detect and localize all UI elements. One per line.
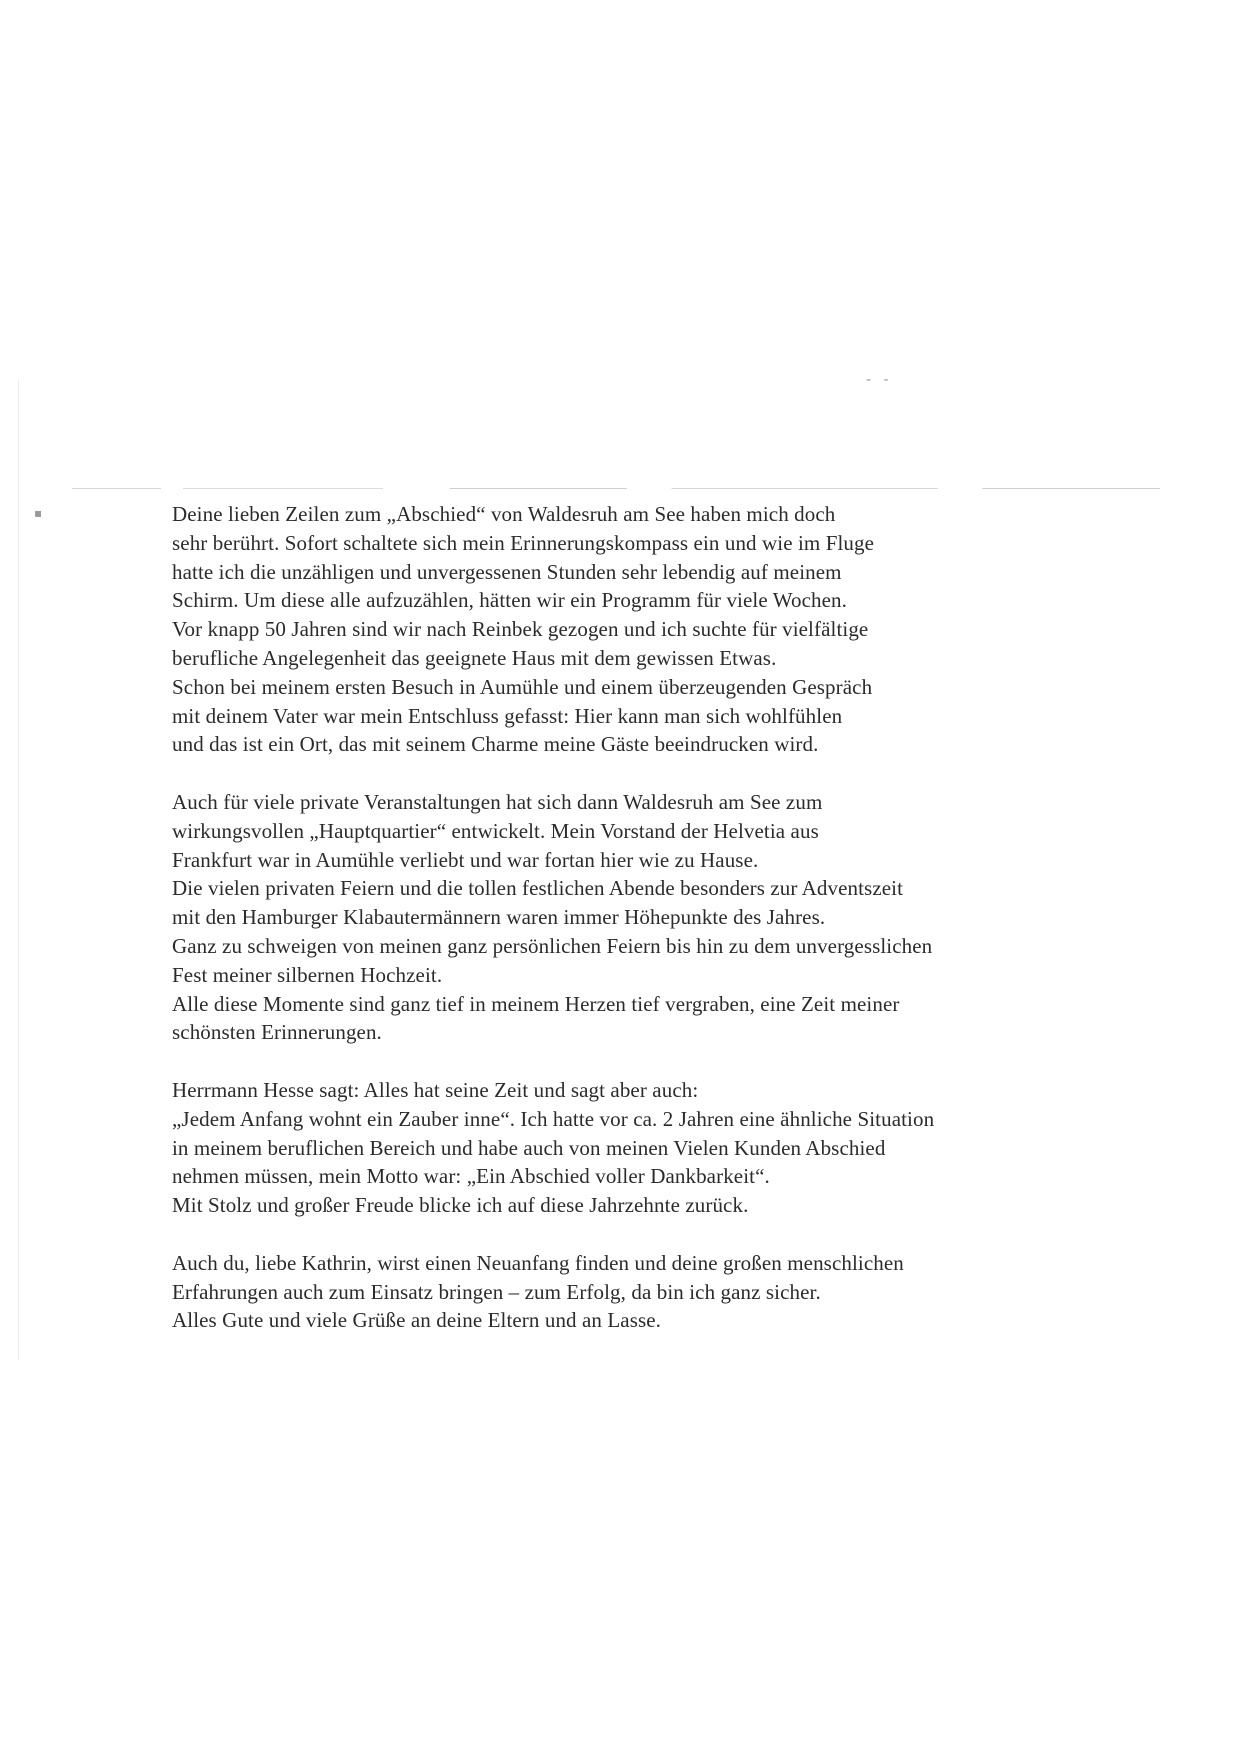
text-line: mit deinem Vater war mein Entschluss gefasst: Hier kann man sich wohlfühlen (172, 703, 843, 728)
text-line: Alle diese Momente sind ganz tief in meinem Herzen tief vergraben, eine Zeit meiner (172, 991, 900, 1016)
paragraph-1 (172, 500, 1092, 759)
text-line: Auch du, liebe Kathrin, wirst einen Neuanfang finden und deine großen menschlichen (172, 1250, 904, 1275)
text-line: Erfahrungen auch zum Einsatz bringen – zum Erfolg, da bin ich ganz sicher. (172, 1279, 821, 1304)
text-line: schönsten Erinnerungen. (172, 1020, 382, 1045)
scan-top-rule (50, 488, 1160, 489)
text-line: wirkungsvollen „Hauptquartier“ entwickelt. Mein Vorstand der Helvetia aus (172, 818, 819, 843)
text-line: Fest meiner silbernen Hochzeit. (172, 962, 443, 987)
scan-left-edge (18, 380, 19, 1360)
text-line: mit den Hamburger Klabautermännern waren immer Höhepunkte des Jahres. (172, 905, 826, 930)
paragraph-3 (172, 1076, 1092, 1220)
text-line: Herrmann Hesse sagt: Alles hat seine Zeit und sagt aber auch: (172, 1077, 699, 1102)
text-line: und das ist ein Ort, das mit seinem Charme meine Gäste beeindrucken wird. (172, 732, 819, 757)
text-line: Mit Stolz und großer Freude blicke ich auf diese Jahrzehnte zurück. (172, 1193, 749, 1218)
paragraph-4 (172, 1249, 1092, 1335)
text-line: Deine lieben Zeilen zum „Abschied“ von Waldesruh am See haben mich doch (172, 502, 836, 526)
letter-body (172, 500, 1092, 1364)
text-line: Die vielen privaten Feiern und die tollen festlichen Abende besonders zur Adventszeit (172, 876, 904, 901)
text-line: „Jedem Anfang wohnt ein Zauber inne“. Ich hatte vor ca. 2 Jahren eine ähnliche Situation (172, 1106, 935, 1131)
text-line: in meinem beruflichen Bereich und habe auch von meinen Vielen Kunden Abschied (172, 1135, 886, 1160)
text-line: Alles Gute und viele Grüße an deine Eltern und an Lasse. (172, 1308, 662, 1333)
text-line: hatte ich die unzähligen und unvergessenen Stunden sehr lebendig auf meinem (172, 559, 842, 584)
text-line: berufliche Angelegenheit das geeignete Haus mit dem gewissen Etwas. (172, 645, 777, 670)
text-line: Schirm. Um diese alle aufzuzählen, hätten wir ein Programm für viele Wochen. (172, 588, 847, 613)
text-line: Ganz zu schweigen von meinen ganz persönlichen Feiern bis hin zu dem unvergesslichen (172, 933, 933, 958)
text-line: Vor knapp 50 Jahren sind wir nach Reinbek gezogen und ich suchte für vielfältige (172, 617, 869, 642)
text-line: nehmen müssen, mein Motto war: „Ein Abschied voller Dankbarkeit“. (172, 1164, 770, 1189)
paragraph-2 (172, 788, 1092, 1047)
scan-dash-mark: ‐ ‐ (866, 372, 893, 388)
scan-dot-mark: ▪ (34, 506, 43, 520)
text-line: sehr berührt. Sofort schaltete sich mein Erinnerungskompass ein und wie im Fluge (172, 530, 875, 555)
text-line: Frankfurt war in Aumühle verliebt und war fortan hier wie zu Hause. (172, 847, 759, 872)
text-line: Schon bei meinem ersten Besuch in Aumühle und einem überzeugenden Gespräch (172, 674, 873, 699)
text-line: Auch für viele private Veranstaltungen hat sich dann Waldesruh am See zum (172, 789, 823, 814)
